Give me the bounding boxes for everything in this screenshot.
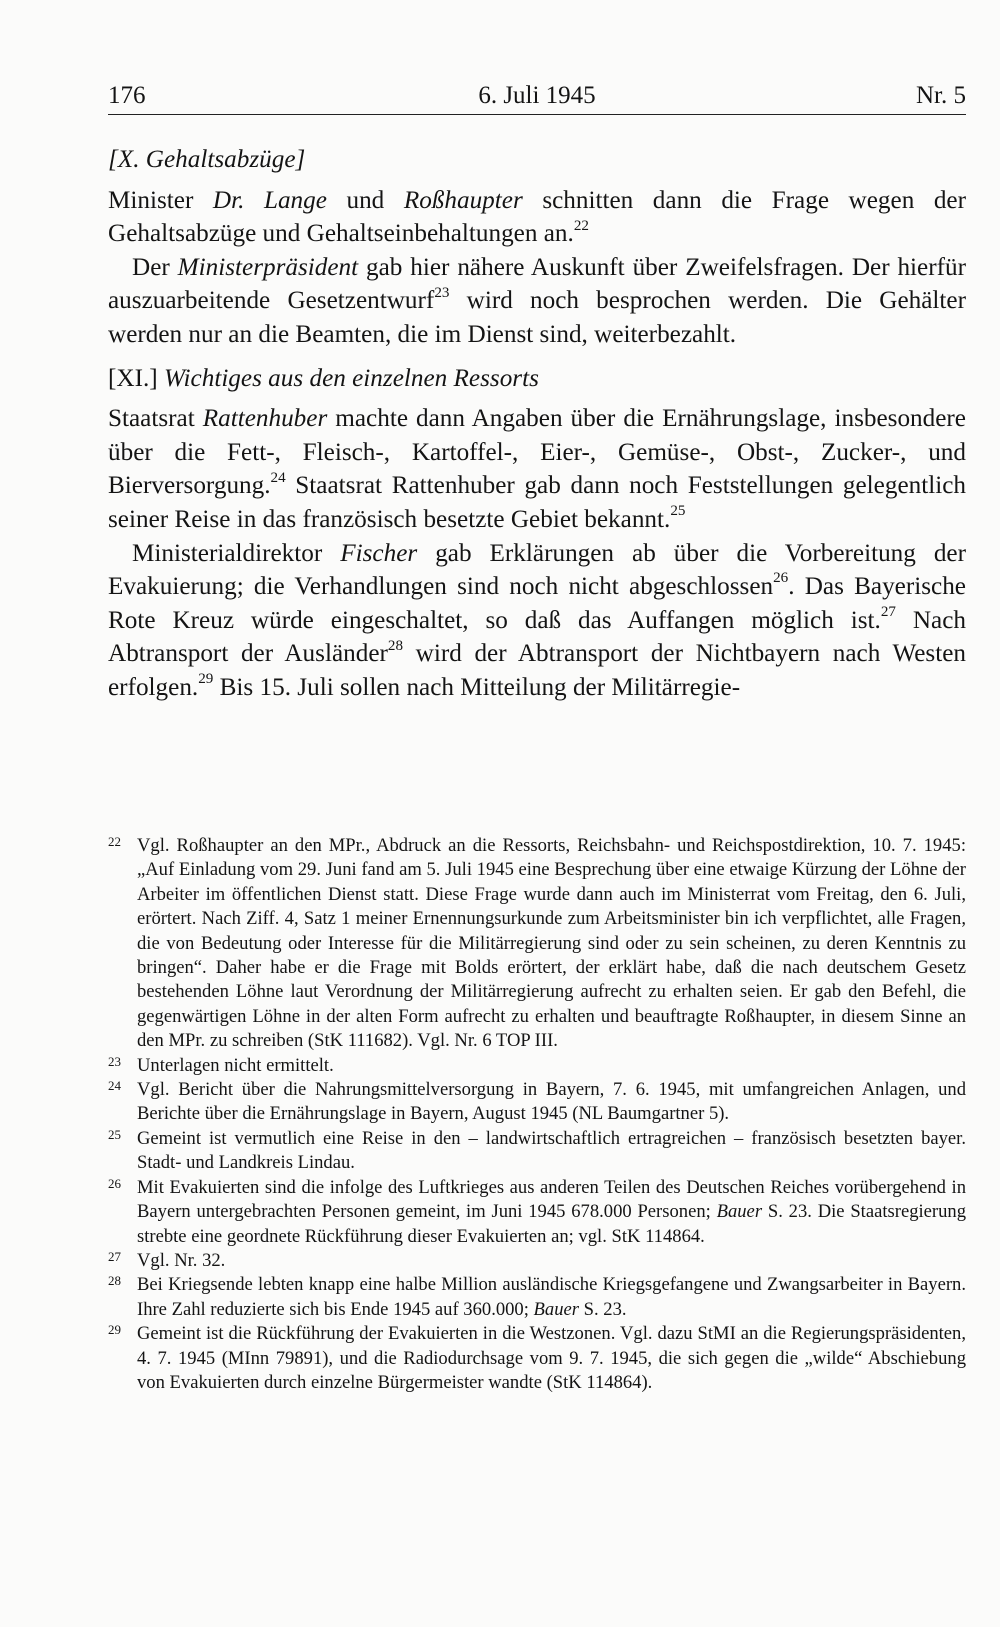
paragraph <box>108 251 966 352</box>
text-run: gab Erklärungen ab über die Vorbereitung der Evakuierung; die Verhandlungen sind noch nicht abgeschlossen <box>108 539 966 601</box>
text-run: Staatsrat Rattenhuber gab dann noch Feststellungen gelegentlich seiner Reise in das französisch besetzte Gebiet bekannt. <box>108 472 966 533</box>
section-xi-title: Wichtiges aus den einzelnen Ressorts <box>163 364 539 392</box>
text-run: Minister <box>108 186 213 214</box>
footnote-text: Vgl. Roßhaupter an den MPr., Abdruck an die Ressorts, Reichsbahn- und Reichspostdirektion, 10. 7. 1945: „Auf Einladung vom 29. Juni fand am 5. Juli 1945 eine Besprechung über eine etwaige Kürzung der Löhne der Arbeiter im öffentlichen Dienst statt. Diese Frage wurde dann auch im Ministerrat vom Freitag, den 6. Juli, erörtert. Nach Ziff. 4, Satz 1 meiner Ernennungsurkunde zum Arbeitsminister bin ich verpflichtet, alle Fragen, die von Bedeutung oder Interesse für die Militärregierung sind oder zu sein scheinen, zu deren Kenntnis zu bringen“. Daher habe er die Frage mit Bolds erörtert, der erklärt habe, daß die nach deutschem Gesetz bestehenden Löhne laut Verordnung der Militärregierung aufrecht zu erhalten seien. Er gab den Befehl, die gegenwärtigen Löhne in der alten Form aufrecht zu erhalten und beauftragte Roßhaupter, in diesem Sinne an den MPr. zu schreiben (StK 111682). Vgl. Nr. 6 TOP III. <box>137 835 966 1052</box>
footnote-ref: 26 <box>773 570 789 587</box>
footnote-number: 28 <box>108 1273 121 1289</box>
footnote <box>108 1249 966 1273</box>
person-name: Rattenhuber <box>202 405 328 433</box>
footnote-number: 26 <box>108 1175 121 1191</box>
section-x-title: [X. Gehaltsabzüge] <box>108 146 306 173</box>
person-name: Fischer <box>340 539 418 567</box>
footnote-ref: 23 <box>434 284 450 301</box>
footnote-number: 22 <box>108 834 121 849</box>
footnote-ref: 27 <box>880 604 896 621</box>
footnote-text: Gemeint ist vermutlich eine Reise in den – landwirtschaftlich ertragreichen – französisch besetzten bayer. Stadt- und Landkreis Lindau. <box>137 1127 966 1174</box>
footnote-text: Unterlagen nicht ermittelt. <box>137 1054 334 1076</box>
footnote <box>108 1127 966 1176</box>
text-run: machte dann Angaben über die Ernährungslage, insbesondere über die Fett-, Fleisch-, Kartoffel-, Eier-, Gemüse-, Obst-, Zucker-, und Bierversorgung. <box>108 405 966 500</box>
paragraph <box>108 537 966 705</box>
footnote-number: 27 <box>108 1248 121 1264</box>
footnote-text: S. 23. Die Staatsregierung strebte eine geordnete Rückführung dieser Evakuierten an; vgl. StK 114864. <box>137 1201 966 1247</box>
paragraph <box>108 184 966 251</box>
author-citation: Bauer <box>533 1298 579 1320</box>
footnote-number: 29 <box>108 1322 121 1338</box>
header-rule <box>108 114 966 115</box>
paragraph <box>108 402 966 536</box>
text-run: Der <box>132 253 178 281</box>
footnote-text: Bei Kriegsende lebten knapp eine halbe Million ausländische Kriegsgefangene und Zwangsarbeiter in Bayern. Ihre Zahl reduzierte sich bis Ende 1945 auf 360.000; <box>137 1274 966 1320</box>
text-run: Staatsrat <box>108 405 203 433</box>
running-header <box>108 78 966 118</box>
footnote-number: 24 <box>108 1078 121 1094</box>
footnote-ref: 24 <box>270 469 286 486</box>
text-run: Bis 15. Juli sollen nach Mitteilung der Militärregie- <box>213 673 741 701</box>
person-name: Roßhaupter <box>403 186 523 214</box>
text-run: Nach Abtransport der Ausländer <box>108 606 966 668</box>
footnote-ref: 22 <box>573 217 589 234</box>
text-run: . Das Bayerische Rote Kreuz würde eingeschaltet, so daß das Auffangen möglich ist. <box>108 573 966 634</box>
footnote <box>108 1078 966 1127</box>
author-citation: Bauer <box>716 1201 763 1223</box>
footnote-ref: 25 <box>670 503 686 520</box>
text-run: Ministerialdirektor <box>132 539 341 567</box>
text-run: und <box>326 186 404 214</box>
footnote-text: Gemeint ist die Rückführung der Evakuierten in die Westzonen. Vgl. dazu StMI an die Regierungspräsidenten, 4. 7. 1945 (MInn 79891), und die Radiodurchsage vom 9. 7. 1945, die sich gegen die „wilde“ Abschiebung von Evakuierten durch einzelne Bürgermeister wandte (StK 114864). <box>137 1323 966 1393</box>
section-number: [XI.] <box>108 364 164 392</box>
footnote-text: Vgl. Nr. 32. <box>137 1249 226 1271</box>
footnote-text: Mit Evakuierten sind die infolge des Luftkrieges aus anderen Teilen des Deutschen Reiches vorübergehend in Bayern untergebrachten Personen gemeint, im Juni 1945 678.000 Personen; <box>137 1176 966 1223</box>
footnote <box>108 1176 966 1249</box>
footnotes <box>108 834 966 1395</box>
section-heading-xi <box>108 362 966 396</box>
main-text <box>108 143 966 705</box>
document-number: Nr. 5 <box>916 82 966 109</box>
person-name: Dr. Lange <box>212 186 327 214</box>
text-run: wird der Abtransport der Nichtbayern nach Westen erfolgen. <box>108 640 966 701</box>
footnote <box>108 834 966 1054</box>
footnote <box>108 1322 966 1395</box>
footnote-ref: 28 <box>387 637 403 654</box>
footnote-ref: 29 <box>198 671 214 688</box>
footnote-number: 23 <box>108 1053 121 1069</box>
page-number: 176 <box>108 82 146 109</box>
footnote <box>108 1273 966 1322</box>
section-heading-x <box>108 143 966 177</box>
text-run: wird noch besprochen werden. Die Gehälter werden nur an die Beamten, die im Dienst sind, weiterbezahlt. <box>108 287 966 348</box>
person-name: Ministerpräsident <box>177 253 359 281</box>
footnote-number: 25 <box>108 1126 121 1142</box>
text-run: schnitten dann die Frage wegen der Gehaltsabzüge und Gehaltseinbehaltungen an. <box>108 186 966 248</box>
header-date: 6. Juli 1945 <box>478 82 596 109</box>
text-run: gab hier nähere Auskunft über Zweifelsfragen. Der hierfür auszuarbeitende Gesetzentwurf <box>108 253 966 315</box>
footnote-text: S. 23. <box>579 1298 627 1320</box>
footnote <box>108 1054 966 1078</box>
footnote-text: Vgl. Bericht über die Nahrungsmittelversorgung in Bayern, 7. 6. 1945, mit umfangreichen Anlagen, und Berichte über die Ernährungslage in Bayern, August 1945 (NL Baumgartner 5). <box>137 1079 966 1125</box>
